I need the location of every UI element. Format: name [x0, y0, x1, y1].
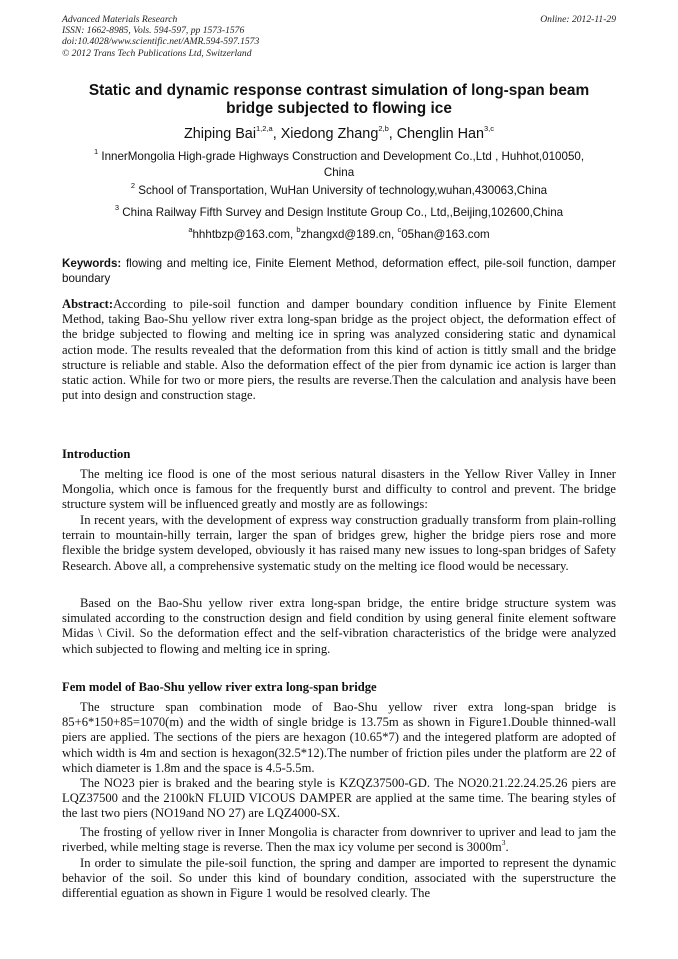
abstract-text: According to pile-soil function and damper boundary condition influence by Finite Element Method, taking Bao-Shu yellow river extra long-span bridge as the project object, the deformation effect of the bridge subjected to flowing and melting ice in spring was analyzed considering static and dynamical action mode. The results revealed that the deformation from this kind of action is tittly small and the bridge structure is reliable and stable. Also the deformation effect of the pier from dynamic ice action is larger than static action. While for two or more piers, the results are reverse.Then the calculation and analysis have been put into design and construction stage. — [62, 297, 616, 403]
fem-paragraph-3 — [62, 825, 616, 855]
issn-line: ISSN: 1662-8985, Vols. 594-597, pp 1573-1576 — [62, 25, 245, 37]
journal-name: Advanced Materials Research — [62, 14, 178, 25]
author-3-affiliation: 3,c — [483, 124, 494, 134]
keywords-block — [62, 256, 616, 287]
fem-paragraph-3-text: The frosting of yellow river in Inner Mongolia is character from downriver to upriver and lead to jam the riverbed, while melting stage is reverse. Then the max icy volume per second is 3000m — [62, 825, 616, 855]
email-b-marker: b — [296, 225, 301, 235]
affiliation-1 — [62, 149, 616, 181]
fem-paragraph-1: The structure span combination mode of Bao-Shu yellow river extra long-span bridge is 85+6*150+85=1070(m) and the width of single bridge is 13.75m as shown in Figure1.Double thinned-wall piers are applied. The sections of the piers are hexagon (10.65*7) and the integered platform are adopted of which width is 4m and section is hexagon(32.5*12).The number of friction piles under the platform are 22 of which diameter is 1.8m and the space is 4.5-5.5m. — [62, 700, 616, 775]
affiliation-1-text: InnerMongolia High-grade Highways Construction and Development Co.,Ltd , Huhhot,010050, — [101, 150, 585, 163]
author-separator: , — [388, 126, 397, 142]
affiliation-2 — [62, 183, 616, 199]
email-c-marker: c — [397, 225, 402, 235]
section-heading-fem-model: Fem model of Bao-Shu yellow river extra long-span bridge — [62, 680, 377, 694]
author-list — [62, 125, 616, 143]
affiliation-1-country: China — [323, 166, 355, 179]
online-date: Online: 2012-11-29 — [540, 14, 616, 25]
intro-paragraph-3: Based on the Bao-Shu yellow river extra long-span bridge, the entire bridge structure system was simulated according to the construction design and field condition by using general finite element software Midas \ Civil. So the deformation effect and the self-vibration characteristics of the bridge were analyzed which subjected to flowing and melting ice in spring. — [62, 596, 616, 656]
title-line-2: bridge subjected to flowing ice — [226, 100, 452, 117]
email-a-marker: a — [188, 225, 193, 235]
email-list — [62, 227, 616, 243]
fem-paragraph-2: The NO23 pier is braked and the bearing style is KZQZ37500-GD. The NO20.21.22.24.25.26 piers are LQZ37500 and the 2100kN FLUID VICOUS DAMPER are applied at the same time. The bearing styles of the last two piers (NO19and NO 27) are LQZ4000-SX. — [62, 776, 616, 821]
author-1: Zhiping Bai — [184, 126, 257, 142]
doi-line: doi:10.4028/www.scientific.net/AMR.594-597.1573 — [62, 36, 260, 48]
title-line-1: Static and dynamic response contrast simulation of long-span beam — [88, 82, 590, 99]
affiliation-3 — [62, 205, 616, 221]
fem-paragraph-3-end: . — [505, 840, 509, 855]
affiliation-3-marker: 3 — [114, 203, 120, 213]
fem-paragraph-4: In order to simulate the pile-soil function, the spring and damper are imported to represent the dynamic behavior of the soil. So under this kind of boundary condition, associated with the superstructure the differential eguation as shown in Figure 1 would be resolved clearly. The — [62, 856, 616, 901]
paper-title — [62, 82, 616, 118]
intro-paragraph-2: In recent years, with the development of express way construction gradually transform from plain-rolling terrain to mountain-hilly terrain, larger the span of bridges grew, higher the bridge piers rose and more flexible the bridge system developed, obviously it has raised many new issues to long-span bridges of Safety Research. Above all, a comprehensive systematic study on the melting ice flood would be necessary. — [62, 513, 616, 573]
author-separator: , — [272, 126, 281, 142]
journal-header — [62, 14, 616, 59]
affiliation-3-text: China Railway Fifth Survey and Design Institute Group Co., Ltd,,Beijing,102600,China — [122, 206, 564, 219]
abstract-block — [62, 297, 616, 403]
author-1-affiliation: 1,2,a — [256, 124, 273, 134]
author-3: Chenglin Han — [396, 126, 484, 142]
affiliation-1-marker: 1 — [93, 147, 99, 157]
affiliation-2-text: School of Transportation, WuHan University of technology,wuhan,430063,China — [138, 184, 548, 197]
keywords-label: Keywords: — [62, 257, 122, 270]
email-a[interactable]: hhhtbzp@163.com, — [192, 228, 297, 241]
fem-paragraph-3-superscript: 3 — [501, 838, 506, 848]
email-b[interactable]: zhangxd@189.cn, — [300, 228, 398, 241]
copyright-line: © 2012 Trans Tech Publications Ltd, Switzerland — [62, 47, 252, 59]
section-heading-introduction: Introduction — [62, 447, 131, 461]
intro-paragraph-1: The melting ice flood is one of the most serious natural disasters in the Yellow River Valley in Inner Mongolia, which once is famous for the frequently burst and difficulty to control and prevent. The bridge structure system will be influenced greatly and mostly are as followings: — [62, 467, 616, 512]
keywords-text: flowing and melting ice, Finite Element Method, deformation effect, pile-soil function, damper boundary — [62, 257, 616, 286]
author-2-affiliation: 2,b — [378, 124, 389, 134]
abstract-label: Abstract: — [62, 297, 114, 311]
author-2: Xiedong Zhang — [280, 126, 379, 142]
affiliation-2-marker: 2 — [130, 181, 136, 191]
email-c[interactable]: 05han@163.com — [401, 228, 490, 241]
